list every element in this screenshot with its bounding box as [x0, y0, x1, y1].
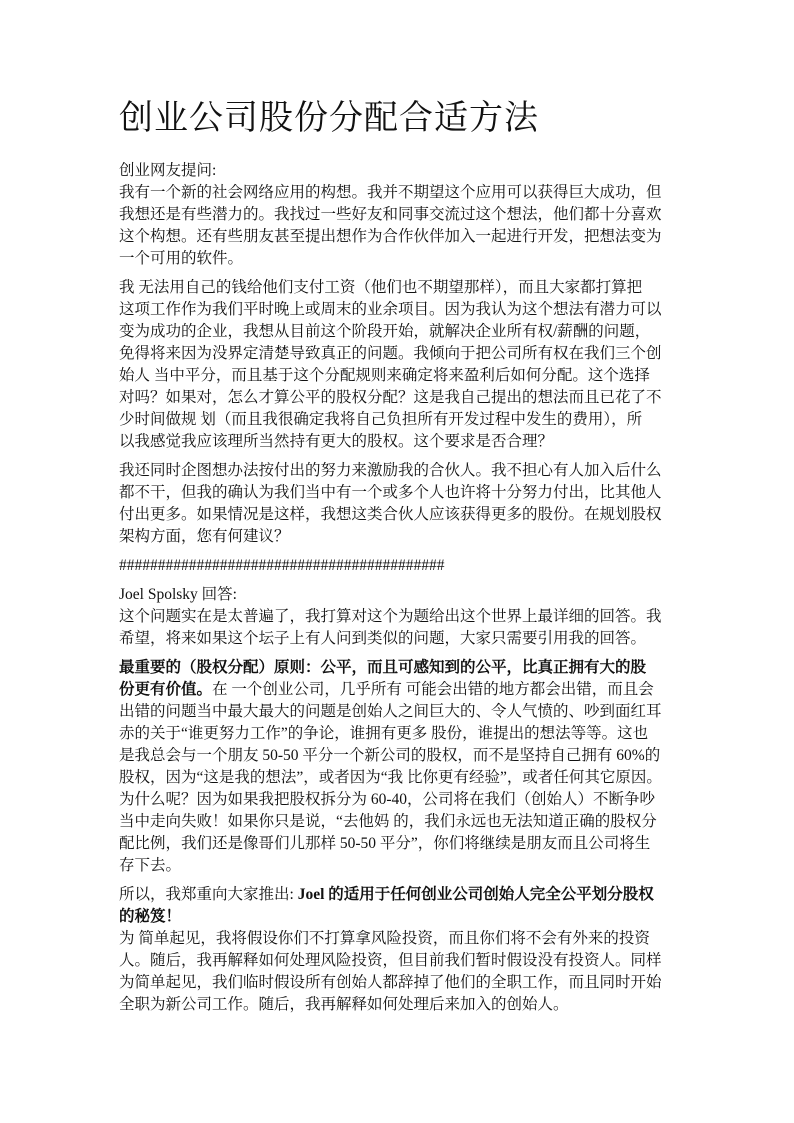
text-segment: ##########################################: [119, 557, 445, 574]
text-segment: 我有一个新的社会网络应用的构想。我并不期望这个应用可以获得巨大成功，但: [119, 184, 662, 201]
text-line: [119, 365, 684, 387]
text-line: [119, 767, 684, 789]
paragraph-answer-intro: [119, 584, 684, 650]
text-line: [119, 723, 684, 745]
paragraph-question-salary: [119, 277, 684, 453]
text-line: [119, 504, 684, 526]
text-segment: 存下去。: [119, 857, 182, 874]
text-line: [119, 248, 684, 270]
bold-text: 的秘笈！: [119, 908, 182, 925]
text-segment: 以我感觉我应该理所当然持有更大的股权。这个要求是否合理？: [119, 433, 554, 450]
text-line: [119, 628, 684, 650]
text-segment: 为什么呢？因为如果我把股权拆分为 60-40，公司将在我们（创始人）不断争吵: [119, 791, 656, 808]
text-segment: 是我总会与一个朋友 50-50 平分一个新公司的股权，而不是坚持自己拥有 60%的: [119, 747, 661, 764]
text-line: [119, 482, 684, 504]
text-line: [119, 657, 684, 679]
bold-text: 最重要的（股权分配）原则：公平，而且可感知到的公平，比真正拥有大的股: [119, 659, 647, 676]
text-segment: Joel Spolsky 回答:: [119, 586, 237, 603]
paragraph-answer-principle: [119, 657, 684, 877]
text-segment: 我想还是有些潜力的。我找过一些好友和同事交流过这个想法，他们都十分喜欢: [119, 206, 662, 223]
text-line: [119, 972, 684, 994]
text-line: [119, 584, 684, 606]
text-segment: 一个可用的软件。: [119, 250, 244, 267]
paragraph-question-effort: [119, 460, 684, 548]
text-segment: 全职为新公司工作。随后，我再解释如何处理后来加入的创始人。: [119, 996, 569, 1013]
text-line: [119, 789, 684, 811]
text-segment: 对吗？如果对，怎么才算公平的股权分配？这是我自己提出的想法而且已花了不: [119, 389, 662, 406]
text-line: [119, 460, 684, 482]
text-segment: 希望，将来如果这个坛子上有人问到类似的问题，大家只需要引用我的回答。: [119, 630, 647, 647]
text-segment: 这项工作作为我们平时晚上或周末的业余项目。因为我认为这个想法有潜力可以: [119, 301, 662, 318]
text-line: [119, 160, 684, 182]
text-line: [119, 811, 684, 833]
text-segment: 为简单起见，我们临时假设所有创始人都辞掉了他们的全职工作，而且同时开始: [119, 974, 662, 991]
paragraph-question-intro: [119, 160, 684, 270]
bold-text: Joel 的适用于任何创业公司创始人完全公平划分股权: [297, 886, 654, 903]
text-segment: 在 一个创业公司，几乎所有 可能会出错的地方都会出错，而且会: [212, 681, 654, 698]
text-segment: 我 无法用自己的钱给他们支付工资（他们也不期望那样），而且大家都打算把: [119, 279, 643, 296]
document-body: [119, 160, 684, 1016]
text-line: [119, 745, 684, 767]
text-segment: 当中走向失败！如果你只是说，“去他妈 的，我们永远也无法知道正确的股权分: [119, 813, 657, 830]
text-line: [119, 277, 684, 299]
text-segment: 出错的问题当中最大最大的问题是创始人之间巨大的、令人气愤的、吵到面红耳: [119, 703, 662, 720]
text-line: [119, 906, 684, 928]
text-line: [119, 299, 684, 321]
text-line: [119, 387, 684, 409]
text-line: [119, 182, 684, 204]
document-title: 创业公司股份分配合适方法: [119, 100, 539, 137]
text-line: [119, 321, 684, 343]
text-line: [119, 884, 684, 906]
text-line: [119, 679, 684, 701]
text-line: [119, 204, 684, 226]
text-line: [119, 526, 684, 548]
text-segment: 人。随后，我再解释如何处理风险投资，但目前我们暂时假设没有投资人。同样: [119, 952, 662, 969]
text-line: [119, 701, 684, 723]
text-line: [119, 606, 684, 628]
text-line: [119, 431, 684, 453]
text-line: [119, 994, 684, 1016]
text-line: [119, 855, 684, 877]
text-segment: 我还同时企图想办法按付出的努力来激励我的合伙人。我不担心有人加入后什么: [119, 462, 662, 479]
text-segment: 为 简单起见，我将假设你们不打算拿风险投资，而且你们将不会有外来的投资: [119, 930, 650, 947]
bold-text: 份更有价值。: [119, 681, 213, 698]
text-segment: 创业网友提问:: [119, 162, 217, 179]
text-segment: 架构方面，您有何建议？: [119, 528, 290, 545]
text-segment: 这个问题实在是太普遍了，我打算对这个为题给出这个世界上最详细的回答。我: [119, 608, 662, 625]
text-line: [119, 950, 684, 972]
text-segment: 股权，因为“这是我的想法”，或者因为“我 比你更有经验”，或者任何其它原因。: [119, 769, 662, 786]
document-page: [119, 96, 684, 1023]
paragraph-answer-secret: [119, 884, 684, 1016]
text-segment: 赤的关于“谁更努力工作”的争论，谁拥有更多 股份，谁提出的想法等等。这也: [119, 725, 649, 742]
text-segment: 免得将来因为没界定清楚导致真正的问题。我倾向于把公司所有权在我们三个创: [119, 345, 662, 362]
text-segment: 始人 当中平分，而且基于这个分配规则来确定将来盈利后如何分配。这个选择: [119, 367, 650, 384]
text-segment: 都不干，但我的确认为我们当中有一个或多个人也许将十分努力付出，比其他人: [119, 484, 662, 501]
text-line: [119, 555, 684, 577]
text-line: [119, 226, 684, 248]
text-segment: 少时间做规 划（而且我很确定我将自己负担所有开发过程中发生的费用），所: [119, 411, 643, 428]
text-line: [119, 343, 684, 365]
text-segment: 所以，我郑重向大家推出:: [119, 886, 298, 903]
text-segment: 变为成功的企业，我想从目前这个阶段开始，就解决企业所有权/薪酬的问题，: [119, 323, 651, 340]
text-segment: 这个构想。还有些朋友甚至提出想作为合作伙伴加入一起进行开发，把想法变为: [119, 228, 662, 245]
text-line: [119, 928, 684, 950]
paragraph-separator: [119, 555, 684, 577]
text-line: [119, 409, 684, 431]
text-line: [119, 833, 684, 855]
text-segment: 配比例，我们还是像哥们儿那样 50-50 平分”，你们将继续是朋友而且公司将生: [119, 835, 651, 852]
text-segment: 付出更多。如果情况是这样，我想这类合伙人应该获得更多的股份。在规划股权: [119, 506, 662, 523]
